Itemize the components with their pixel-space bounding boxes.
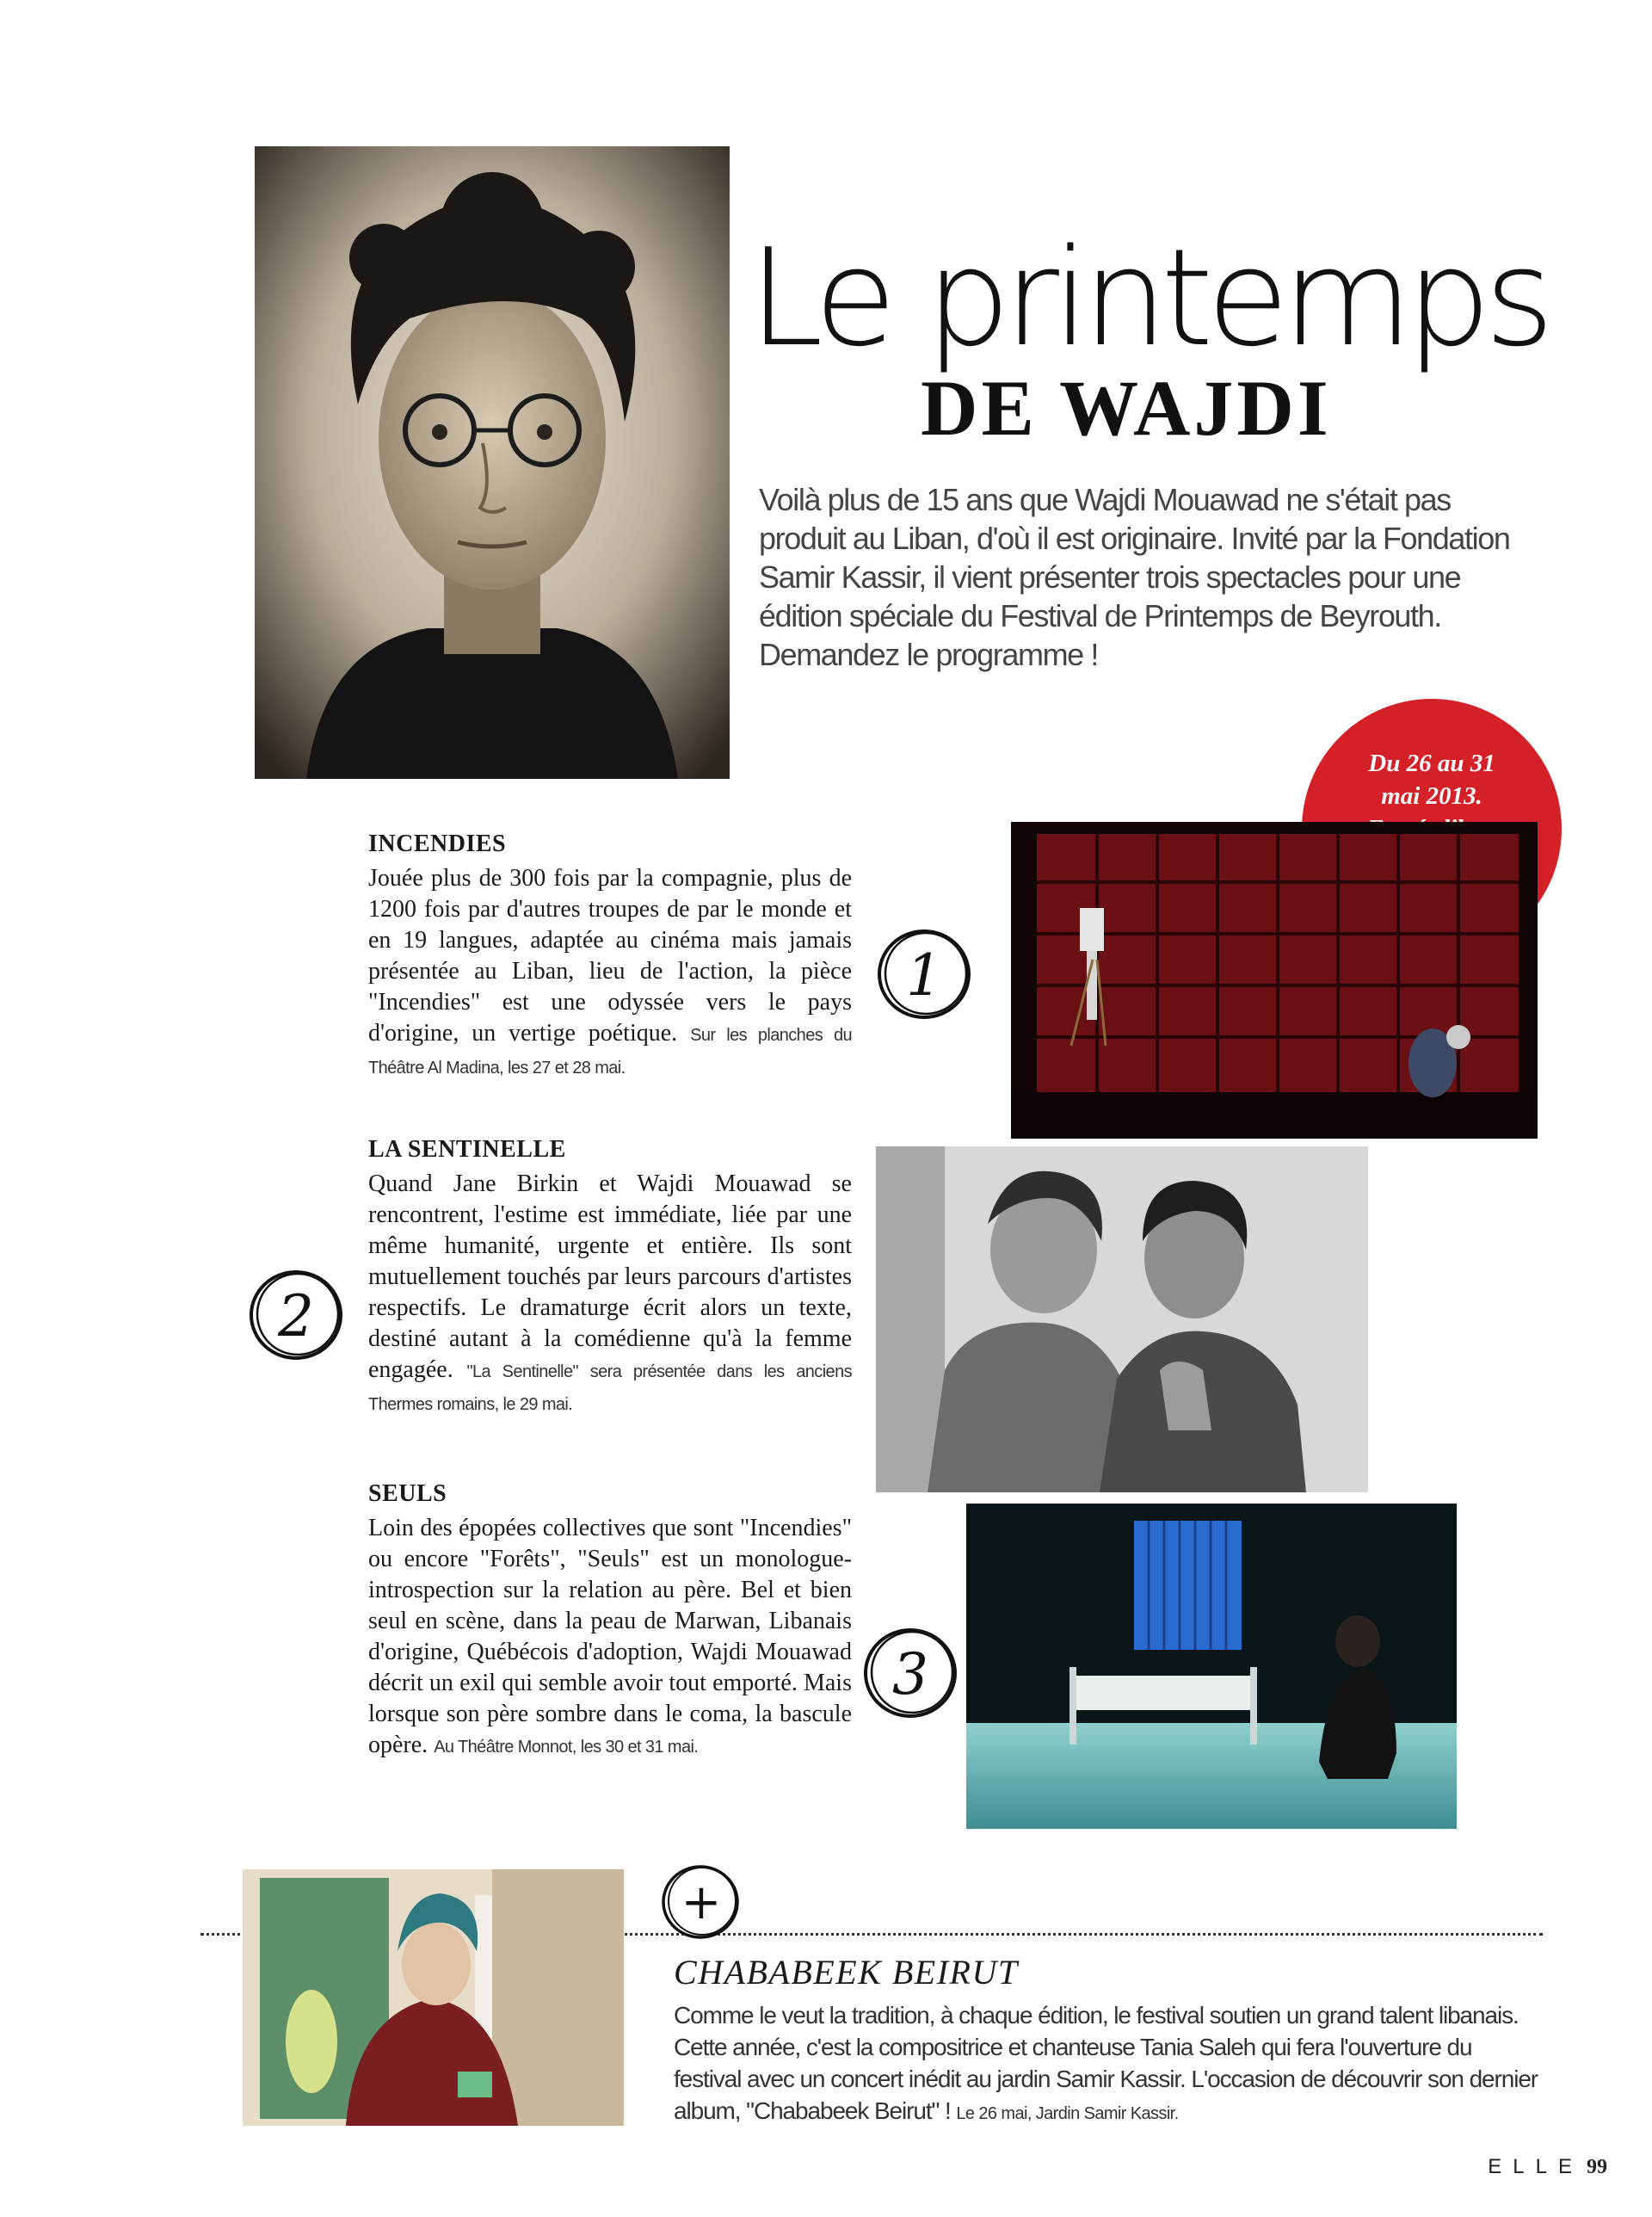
chababeek-body-text: Comme le veut la tradition, à chaque édition, le festival soutien un grand talent libanais. Cette année, c'est la compositrice et chanteuse Tania Saleh qui fera l'ouverture du festival avec un concert inédit au jardin Samir Kassir. L'occasion de découvrir son dernier album, "Chababeek Beirut" ! [674,2002,1538,2124]
incendies-stage-photo [1011,822,1538,1139]
section-body-text: Jouée plus de 300 fois par la compagnie, plus de 1200 fois par d'autres troupes de par le monde et en 19 langues, adaptée au cinéma mais jamais présentée au Liban, lieu de l'action, la pièce "Incendies" est une odyssée vers le pays d'origine, un vertige poétique. [368,865,852,1047]
portrait-photo [255,146,730,779]
number-glyph: 2 [278,1283,314,1349]
tania-saleh-photo [243,1869,624,2126]
section-body [368,1513,852,1763]
number-glyph: 1 [906,942,942,1009]
section-title: SEULS [368,1480,447,1507]
page-number: 99 [1587,2156,1607,2178]
magazine-brand: ELLE [1488,2155,1583,2178]
number-1-circle [874,924,974,1024]
badge-line: Du 26 au 31 [1368,750,1495,777]
section-body-text: Quand Jane Birkin et Wajdi Mouawad se rencontrent, l'estime est immédiate, liée par une même humanité, urgente et entière. Ils sont mutuellement touchés par leurs parcours d'artistes respectifs. Le dramaturge écrit alors un texte, destiné autant à la comédienne qu'à la femme engagée. [368,1170,852,1383]
title-line-2: DE WAJDI [921,364,1332,452]
chababeek-title: CHABABEEK BEIRUT [674,1953,1019,1992]
seuls-stage-photo [966,1504,1457,1829]
number-glyph: 3 [892,1641,928,1708]
section-body [368,1169,852,1420]
section-note: "La Sentinelle" sera présentée dans les anciens Thermes romains, le 29 mai. [368,1362,852,1414]
section-incendies [368,831,852,1084]
title-line-1: Le printemps [749,219,1548,376]
chababeek-note: Le 26 mai, Jardin Samir Kassir. [956,2104,1179,2123]
number-2-circle [246,1265,346,1365]
la-sentinelle-photo [876,1146,1368,1492]
badge-line: mai 2013. [1381,782,1482,810]
section-title: LA SENTINELLE [368,1136,566,1163]
section-seuls [368,1480,852,1763]
section-body [368,863,852,1084]
chababeek-body [674,1999,1543,2130]
section-la-sentinelle [368,1136,852,1420]
section-title: INCENDIES [368,831,507,857]
section-body-text: Loin des épopées collectives que sont "Incendies" ou encore "Forêts", "Seuls" est un monologue-introspection sur la relation au père. Bel et bien seul en scène, dans la peau de Marwan, Libanais d'origine, Québécois d'adoption, Wajdi Mouawad décrit un exil qui semble avoir tout emporté. Mais lorsque son père sombre dans le coma, la bascule opère. [368,1515,852,1758]
section-note: Au Théâtre Monnot, les 30 et 31 mai. [434,1738,699,1757]
intro-paragraph: Voilà plus de 15 ans que Wajdi Mouawad ne s'était pas produit au Liban, d'où il est originaire. Invité par la Fondation Samir Kassir, il vient présenter trois spectacles pour une édition spéciale du Festival de Printemps de Beyrouth. Demandez le programme ! [759,482,1510,672]
plus-circle-icon [659,1861,742,1943]
chababeek-section [674,1952,1543,2130]
number-3-circle [860,1623,960,1723]
section-note: Sur les planches du Théâtre Al Madina, les 27 et 28 mai. [368,1026,853,1078]
page-folio [1488,2155,1607,2179]
plus-symbol: + [681,1874,722,1930]
